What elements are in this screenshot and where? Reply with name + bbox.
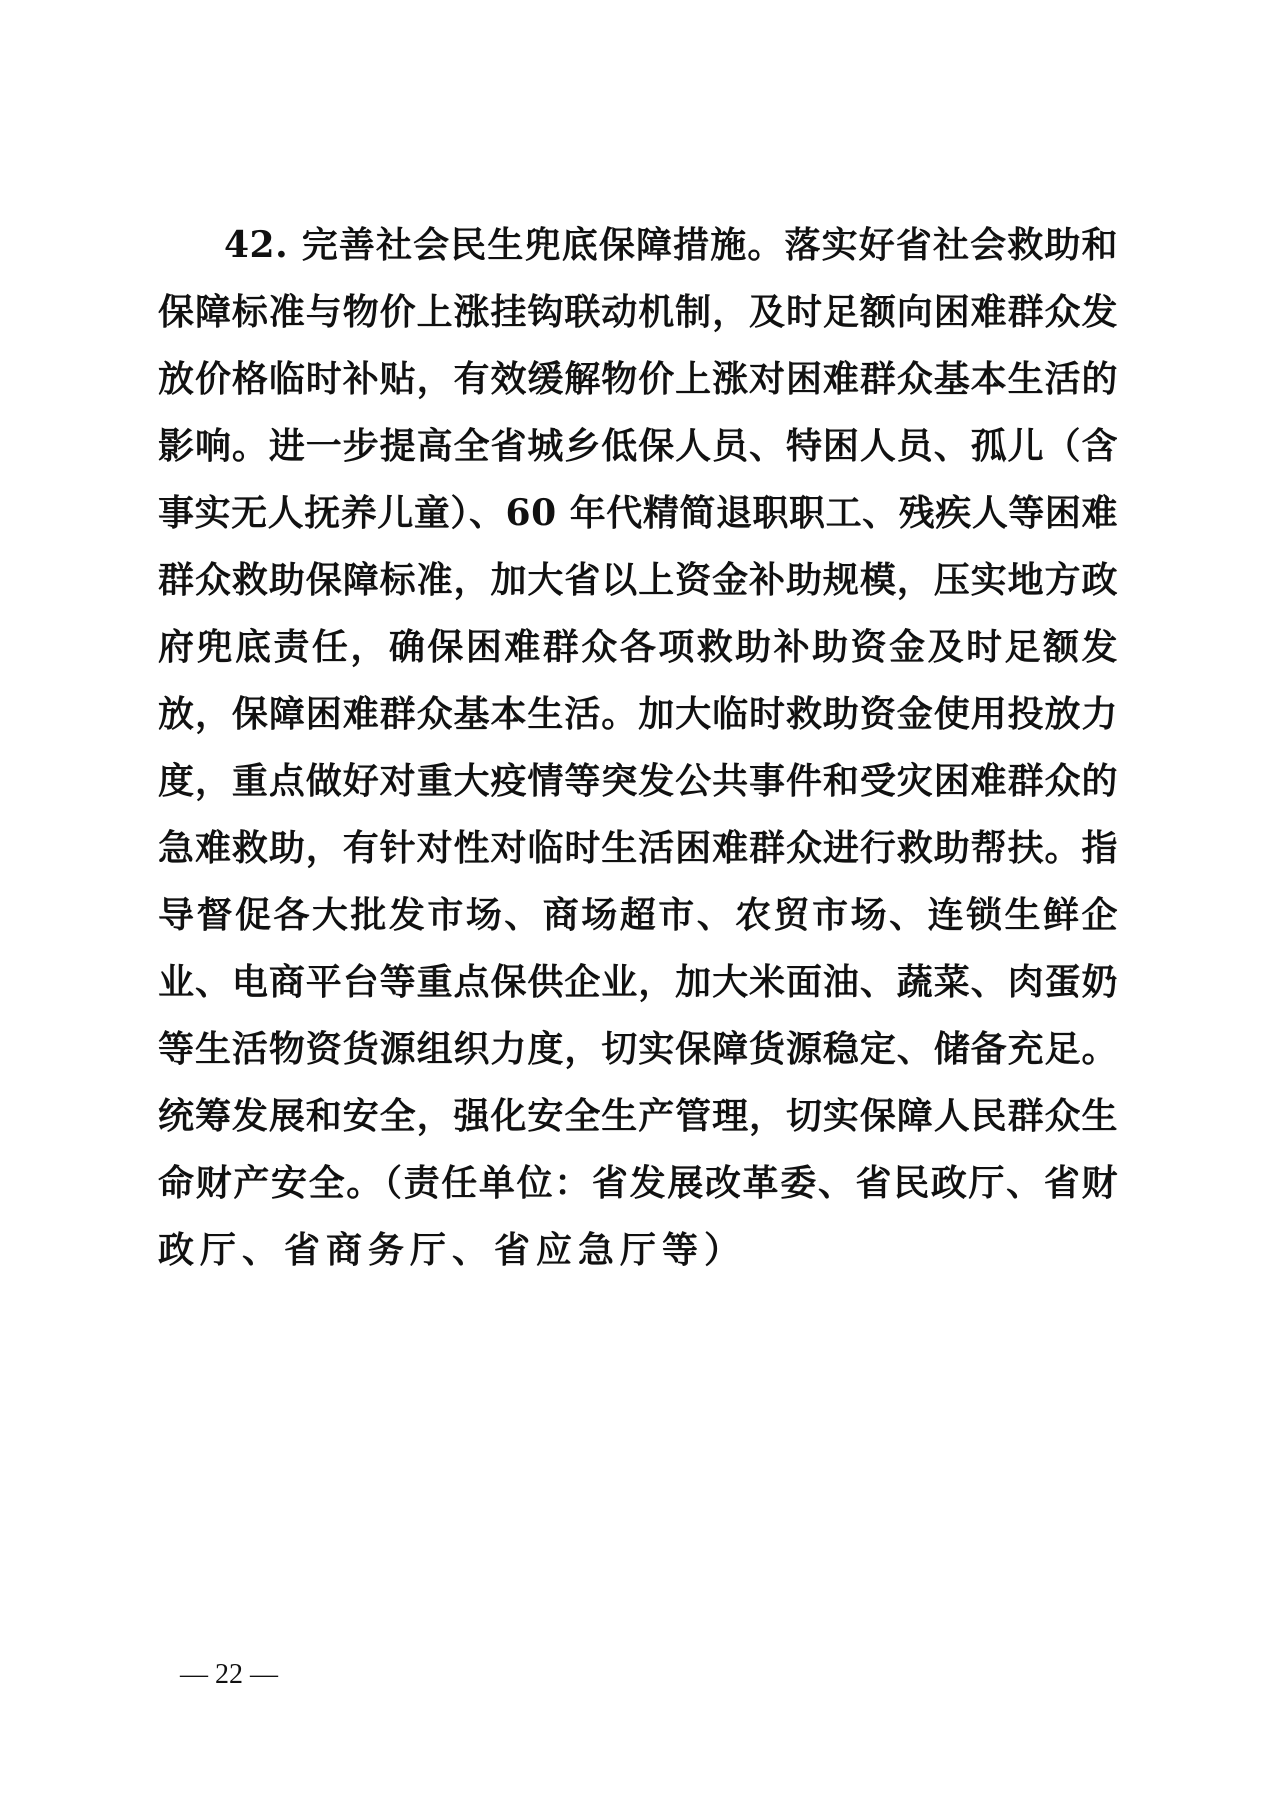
page-number: — 22 — (180, 1659, 278, 1690)
paragraph-line-2: 保障标准与物价上涨挂钩联动机制，及时足额向困难群众发 (158, 291, 1118, 333)
paragraph-line-10: 急难救助，有针对性对临时生活困难群众进行救助帮扶。指 (158, 827, 1118, 869)
paragraph-line-7: 府兜底责任，确保困难群众各项救助补助资金及时足额发 (158, 626, 1118, 668)
paragraph-line-16: 政厅、省商务厅、省应急厅等） (158, 1229, 747, 1271)
paragraph-line-14: 统筹发展和安全，强化安全生产管理，切实保障人民群众生 (158, 1095, 1118, 1137)
paragraph-line-9: 度，重点做好对重大疫情等突发公共事件和受灾困难群众的 (158, 760, 1118, 802)
paragraph-line-8: 放，保障困难群众基本生活。加大临时救助资金使用投放力 (158, 693, 1118, 735)
paragraph-line-6: 群众救助保障标准，加大省以上资金补助规模，压实地方政 (158, 559, 1118, 601)
paragraph-line-3: 放价格临时补贴，有效缓解物价上涨对困难群众基本生活的 (158, 358, 1118, 400)
paragraph-line-15: 命财产安全。（责任单位：省发展改革委、省民政厅、省财 (158, 1162, 1118, 1204)
paragraph-line-11: 导督促各大批发市场、商场超市、农贸市场、连锁生鲜企 (158, 894, 1118, 936)
document-paragraph (158, 212, 1118, 1284)
paragraph-line-12: 业、电商平台等重点保供企业，加大米面油、蔬菜、肉蛋奶 (158, 961, 1118, 1003)
paragraph-line-13: 等生活物资货源组织力度，切实保障货源稳定、储备充足。 (158, 1028, 1118, 1070)
paragraph-line-5: 事实无人抚养儿童）、60 年代精简退职职工、残疾人等困难 (158, 492, 1118, 534)
paragraph-line-4: 影响。进一步提高全省城乡低保人员、特困人员、孤儿（含 (158, 425, 1118, 467)
paragraph-line-1: 42. 完善社会民生兜底保障措施。落实好省社会救助和 (224, 224, 1118, 266)
